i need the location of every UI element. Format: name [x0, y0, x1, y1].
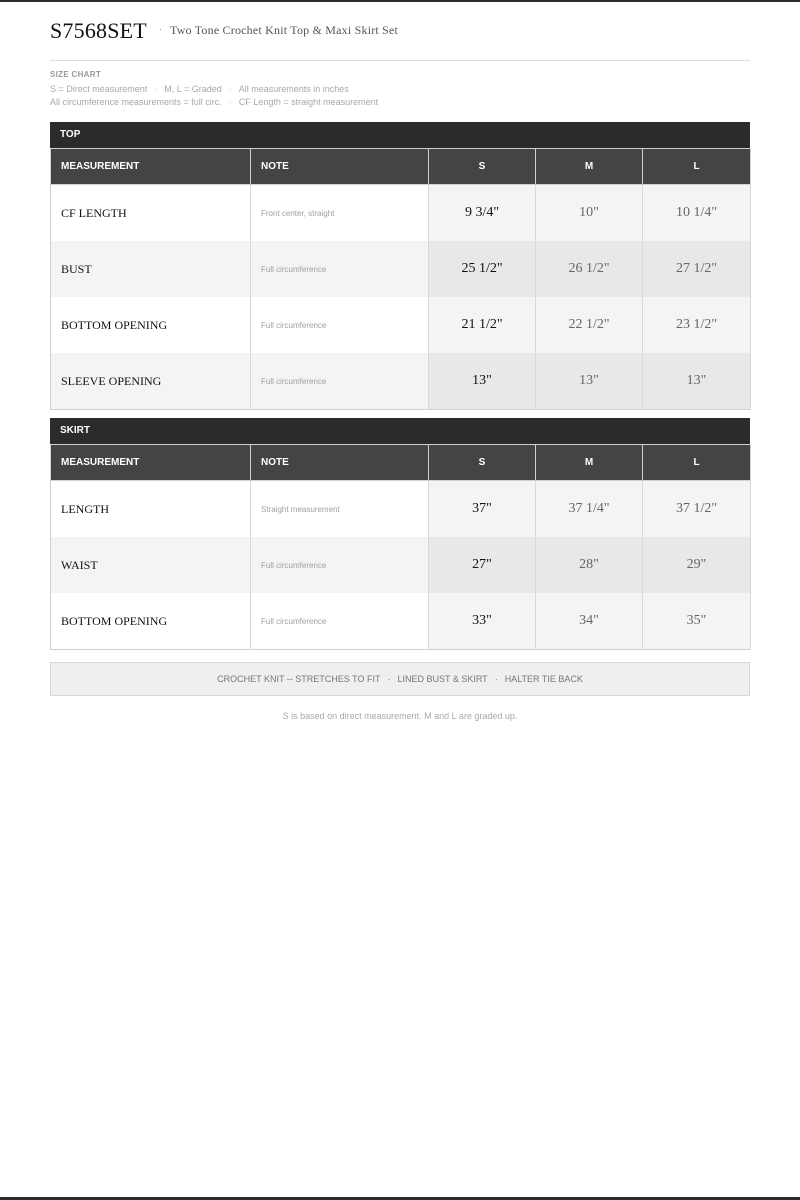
top-size-table: [50, 148, 751, 410]
size-m-cell: 13": [536, 353, 643, 410]
footnote: S is based on direct measurement. M and L are graded up.: [282, 711, 518, 721]
size-s-cell: 37": [429, 481, 536, 538]
size-l-cell: 37 1/2": [643, 481, 751, 538]
legend-separator: ·: [228, 84, 232, 94]
product-code: S7568SET: [50, 18, 147, 43]
table-row: [51, 297, 751, 353]
size-m-cell: 10": [536, 185, 643, 242]
measurement-cell: BOTTOM OPENING: [51, 297, 251, 353]
note-cell: Full circumference: [251, 537, 429, 593]
size-m-cell: 22 1/2": [536, 297, 643, 353]
table-row: [51, 593, 751, 650]
column-header-measurement: MEASUREMENT: [51, 149, 251, 185]
feature-item: HALTER TIE BACK: [504, 674, 583, 684]
size-s-cell: 27": [429, 537, 536, 593]
size-s-cell: 33": [429, 593, 536, 650]
note-cell: Straight measurement: [251, 481, 429, 538]
size-chart-legend-line-1: [50, 84, 349, 94]
measurement-cell: LENGTH: [51, 481, 251, 538]
size-chart-legend-line-2: [50, 97, 378, 107]
note-cell: Full circumference: [251, 297, 429, 353]
measurement-cell: SLEEVE OPENING: [51, 353, 251, 410]
size-chart-title: SIZE CHART: [50, 70, 101, 79]
size-l-cell: 10 1/4": [643, 185, 751, 242]
product-subtitle: Two Tone Crochet Knit Top & Maxi Skirt Set: [170, 23, 399, 37]
skirt-size-table: [50, 444, 751, 650]
size-l-cell: 13": [643, 353, 751, 410]
legend-item: CF Length = straight measurement: [238, 97, 379, 107]
legend-separator: ·: [154, 84, 158, 94]
table-row: [51, 185, 751, 242]
column-header-note: NOTE: [251, 445, 429, 481]
top-section: [50, 122, 750, 410]
size-m-cell: 28": [536, 537, 643, 593]
measurement-cell: CF LENGTH: [51, 185, 251, 242]
note-cell: Full circumference: [251, 353, 429, 410]
table-row: [51, 241, 751, 297]
feature-item: LINED BUST & SKIRT: [397, 674, 488, 684]
legend-item: S = Direct measurement: [50, 84, 148, 94]
top-border: [0, 0, 800, 2]
table-row: [51, 353, 751, 410]
table-header-row: [51, 445, 751, 481]
legend-item: All measurements in inches: [238, 84, 349, 94]
size-s-cell: 21 1/2": [429, 297, 536, 353]
column-header-measurement: MEASUREMENT: [51, 445, 251, 481]
column-header-m: M: [536, 149, 643, 185]
table-row: [51, 481, 751, 538]
feature-separator: ·: [494, 674, 498, 684]
size-l-cell: 29": [643, 537, 751, 593]
legend-item: All circumference measurements = full circ.: [50, 97, 222, 107]
size-m-cell: 34": [536, 593, 643, 650]
measurement-cell: BUST: [51, 241, 251, 297]
size-l-cell: 23 1/2": [643, 297, 751, 353]
column-header-s: S: [429, 445, 536, 481]
measurement-cell: WAIST: [51, 537, 251, 593]
feature-item: CROCHET KNIT -- STRETCHES TO FIT: [217, 674, 381, 684]
skirt-section: [50, 418, 750, 650]
table-row: [51, 537, 751, 593]
header-separator: ·: [159, 24, 162, 34]
size-l-cell: 27 1/2": [643, 241, 751, 297]
column-header-l: L: [643, 445, 751, 481]
legend-separator: ·: [228, 97, 232, 107]
size-l-cell: 35": [643, 593, 751, 650]
note-cell: Full circumference: [251, 241, 429, 297]
size-s-cell: 25 1/2": [429, 241, 536, 297]
legend-item: M, L = Graded: [164, 84, 222, 94]
section-title-skirt: SKIRT: [50, 418, 750, 444]
size-m-cell: 37 1/4": [536, 481, 643, 538]
feature-separator: ·: [387, 674, 391, 684]
features-bar: [50, 662, 750, 696]
column-header-m: M: [536, 445, 643, 481]
column-header-s: S: [429, 149, 536, 185]
size-s-cell: 13": [429, 353, 536, 410]
measurement-cell: BOTTOM OPENING: [51, 593, 251, 650]
size-m-cell: 26 1/2": [536, 241, 643, 297]
note-cell: Front center, straight: [251, 185, 429, 242]
note-cell: Full circumference: [251, 593, 429, 650]
column-header-l: L: [643, 149, 751, 185]
size-s-cell: 9 3/4": [429, 185, 536, 242]
header: [50, 16, 750, 61]
section-title-top: TOP: [50, 122, 750, 148]
column-header-note: NOTE: [251, 149, 429, 185]
table-header-row: [51, 149, 751, 185]
